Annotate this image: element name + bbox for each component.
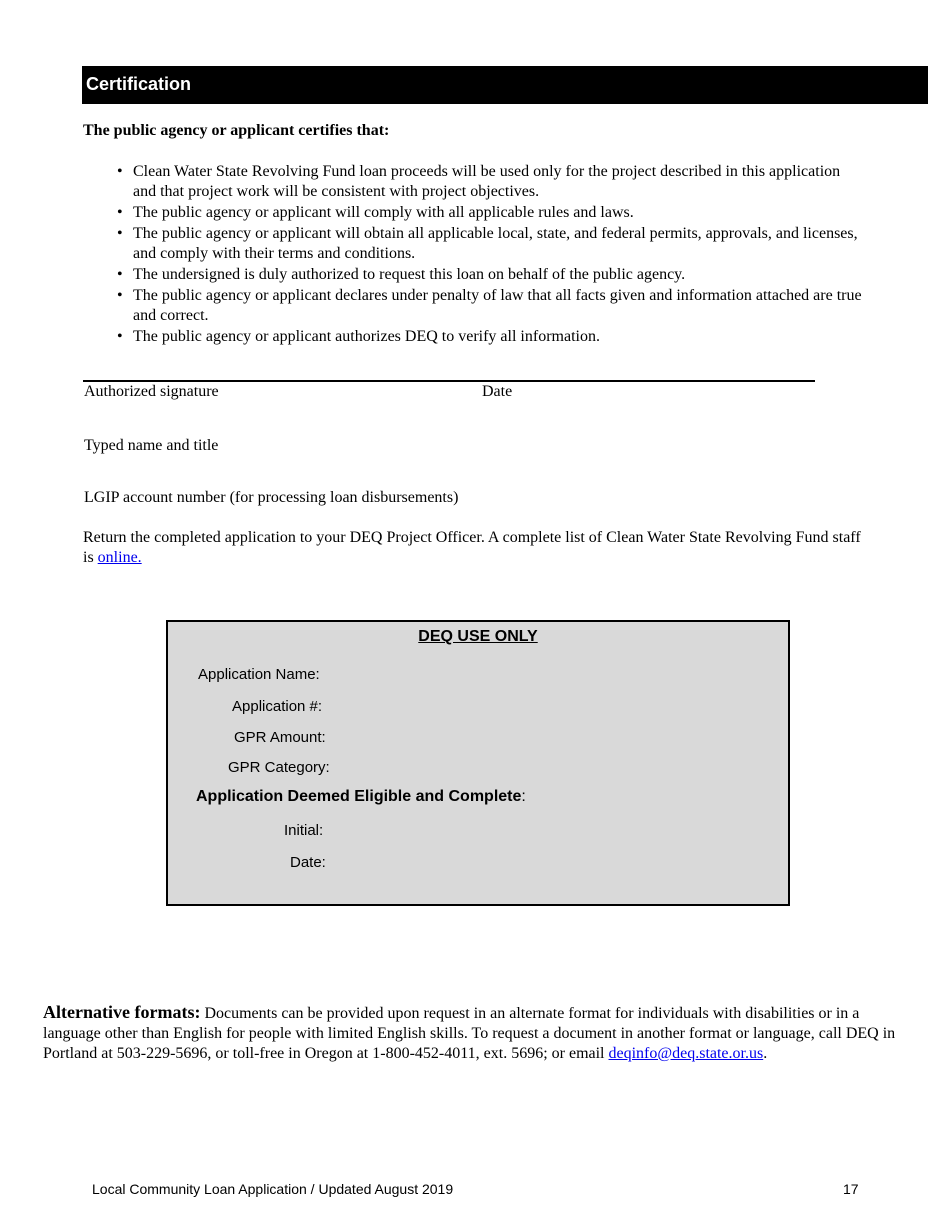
list-item: • The public agency or applicant will comply with all applicable rules and laws. [117, 204, 634, 221]
lgip-account-label: LGIP account number (for processing loan disbursements) [84, 489, 459, 506]
email-link[interactable]: deqinfo@deq.state.or.us [608, 1045, 764, 1062]
list-item: • The public agency or applicant declares under penalty of law that all facts given and information attached are true and correct. [117, 287, 862, 324]
deq-use-only-box [166, 620, 790, 906]
section-header-bar [82, 66, 928, 104]
bullet-icon: • [117, 287, 123, 304]
list-item: • Clean Water State Revolving Fund loan proceeds will be used only for the project described in this application and that project work will be consistent with project objectives. [117, 163, 841, 200]
section-title: Certification [86, 74, 192, 94]
eligible-complete-label: Application Deemed Eligible and Complete: [196, 788, 526, 805]
list-item: • The public agency or applicant will obtain all applicable local, state, and federal permits, approvals, and licenses, and comply with their terms and conditions. [117, 225, 858, 262]
deq-use-only-title: DEQ USE ONLY [418, 628, 538, 645]
authorized-signature-label: Authorized signature [84, 383, 219, 400]
bullet-icon: • [117, 225, 123, 242]
signature-date-label: Date [482, 383, 513, 400]
application-number-label: Application #: [232, 698, 323, 715]
typed-name-label: Typed name and title [84, 437, 219, 454]
gpr-category-label: GPR Category: [228, 759, 330, 776]
bullet-icon: • [117, 204, 123, 221]
list-item: • The public agency or applicant authorizes DEQ to verify all information. [117, 328, 600, 345]
deq-date-label: Date: [290, 854, 326, 871]
bullet-icon: • [117, 163, 123, 180]
bullet-icon: • [117, 328, 123, 345]
initial-label: Initial: [284, 822, 324, 839]
application-name-label: Application Name: [198, 666, 320, 683]
page-number: 17 [843, 1181, 859, 1197]
staff-list-link[interactable]: online. [97, 549, 142, 566]
footer-document-title: Local Community Loan Application / Updated August 2019 [92, 1181, 454, 1197]
list-item: • The undersigned is duly authorized to request this loan on behalf of the public agency. [117, 266, 686, 283]
certification-list [115, 162, 865, 348]
alternative-formats-heading: Alternative formats: [43, 1002, 201, 1022]
gpr-amount-label: GPR Amount: [234, 729, 326, 746]
bullet-icon: • [117, 266, 123, 283]
signature-line[interactable] [83, 380, 815, 382]
return-instructions: Return the completed application to your DEQ Project Officer. A complete list of Clean Water State Revolving Fund staff is online. [83, 529, 861, 566]
certification-intro: The public agency or applicant certifies that: [83, 122, 390, 139]
alternative-formats-notice: Alternative formats: Documents can be provided upon request in an alternate format for individuals with disabilities or in a language other than English for people with limited English skills. To request a document in another format or language, call DEQ in Portland at 503-229-5696, or toll-free in Oregon at 1-800-452-4011, ext. 5696; or email deqinfo@deq.state.or.us. [43, 1002, 896, 1062]
